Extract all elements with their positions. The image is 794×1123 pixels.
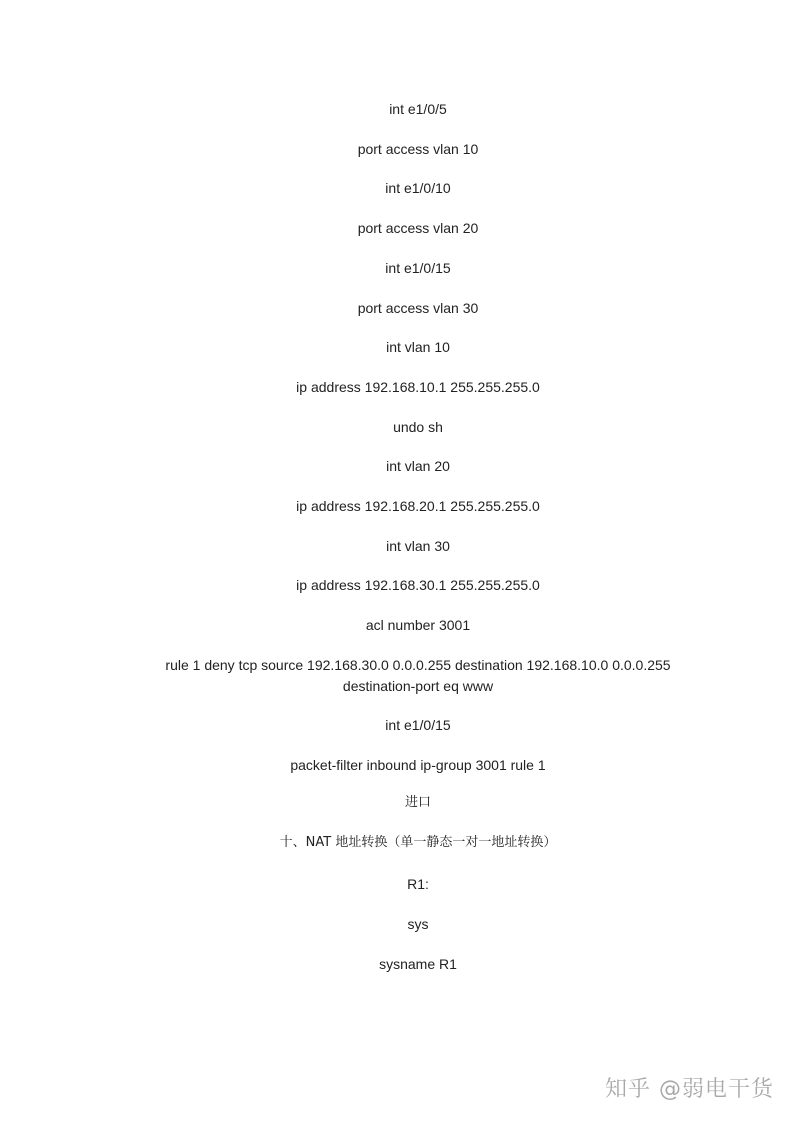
zhihu-watermark: 知乎 @弱电干货 — [605, 1077, 774, 1102]
config-line-sys: sys — [407, 916, 429, 932]
config-line-acl-number: acl number 3001 — [365, 617, 471, 633]
config-line-sysname: sysname R1 — [379, 956, 457, 972]
config-line-acl-rule-continued: destination-port eq www — [342, 678, 494, 694]
config-line-ip-address-vlan-30: ip address 192.168.30.1 255.255.255.0 — [296, 577, 540, 593]
config-line-int-e1-0-15: int e1/0/15 — [385, 260, 451, 276]
config-line-ip-address-vlan-20: ip address 192.168.20.1 255.255.255.0 — [296, 498, 540, 514]
config-line-int-vlan-10: int vlan 10 — [386, 339, 450, 355]
config-line-port-access-vlan-10: port access vlan 10 — [357, 141, 479, 157]
config-line-port-access-vlan-30: port access vlan 30 — [357, 300, 479, 316]
config-line-undo-sh: undo sh — [393, 419, 443, 435]
config-line-int-e1-0-5: int e1/0/5 — [389, 101, 447, 117]
config-line-int-e1-0-10: int e1/0/10 — [385, 180, 451, 196]
config-line-port-access-vlan-20: port access vlan 20 — [357, 220, 479, 236]
config-line-acl-rule: rule 1 deny tcp source 192.168.30.0 0.0.0.255 destination 192.168.10.0 0.0.0.255 — [165, 657, 671, 673]
config-note-inbound: 进口 — [404, 795, 431, 810]
config-line-int-vlan-20: int vlan 20 — [386, 458, 450, 474]
config-line-ip-address-vlan-10: ip address 192.168.10.1 255.255.255.0 — [296, 379, 540, 395]
config-line-r1-label: R1: — [407, 876, 429, 892]
config-line-packet-filter: packet-filter inbound ip-group 3001 rule 1 — [290, 757, 546, 773]
config-line-int-vlan-30: int vlan 30 — [386, 538, 450, 554]
config-line-int-e1-0-15-filter: int e1/0/15 — [385, 717, 451, 733]
section-heading-nat: 十、NAT 地址转换（单一静态一对一地址转换） — [279, 835, 557, 850]
